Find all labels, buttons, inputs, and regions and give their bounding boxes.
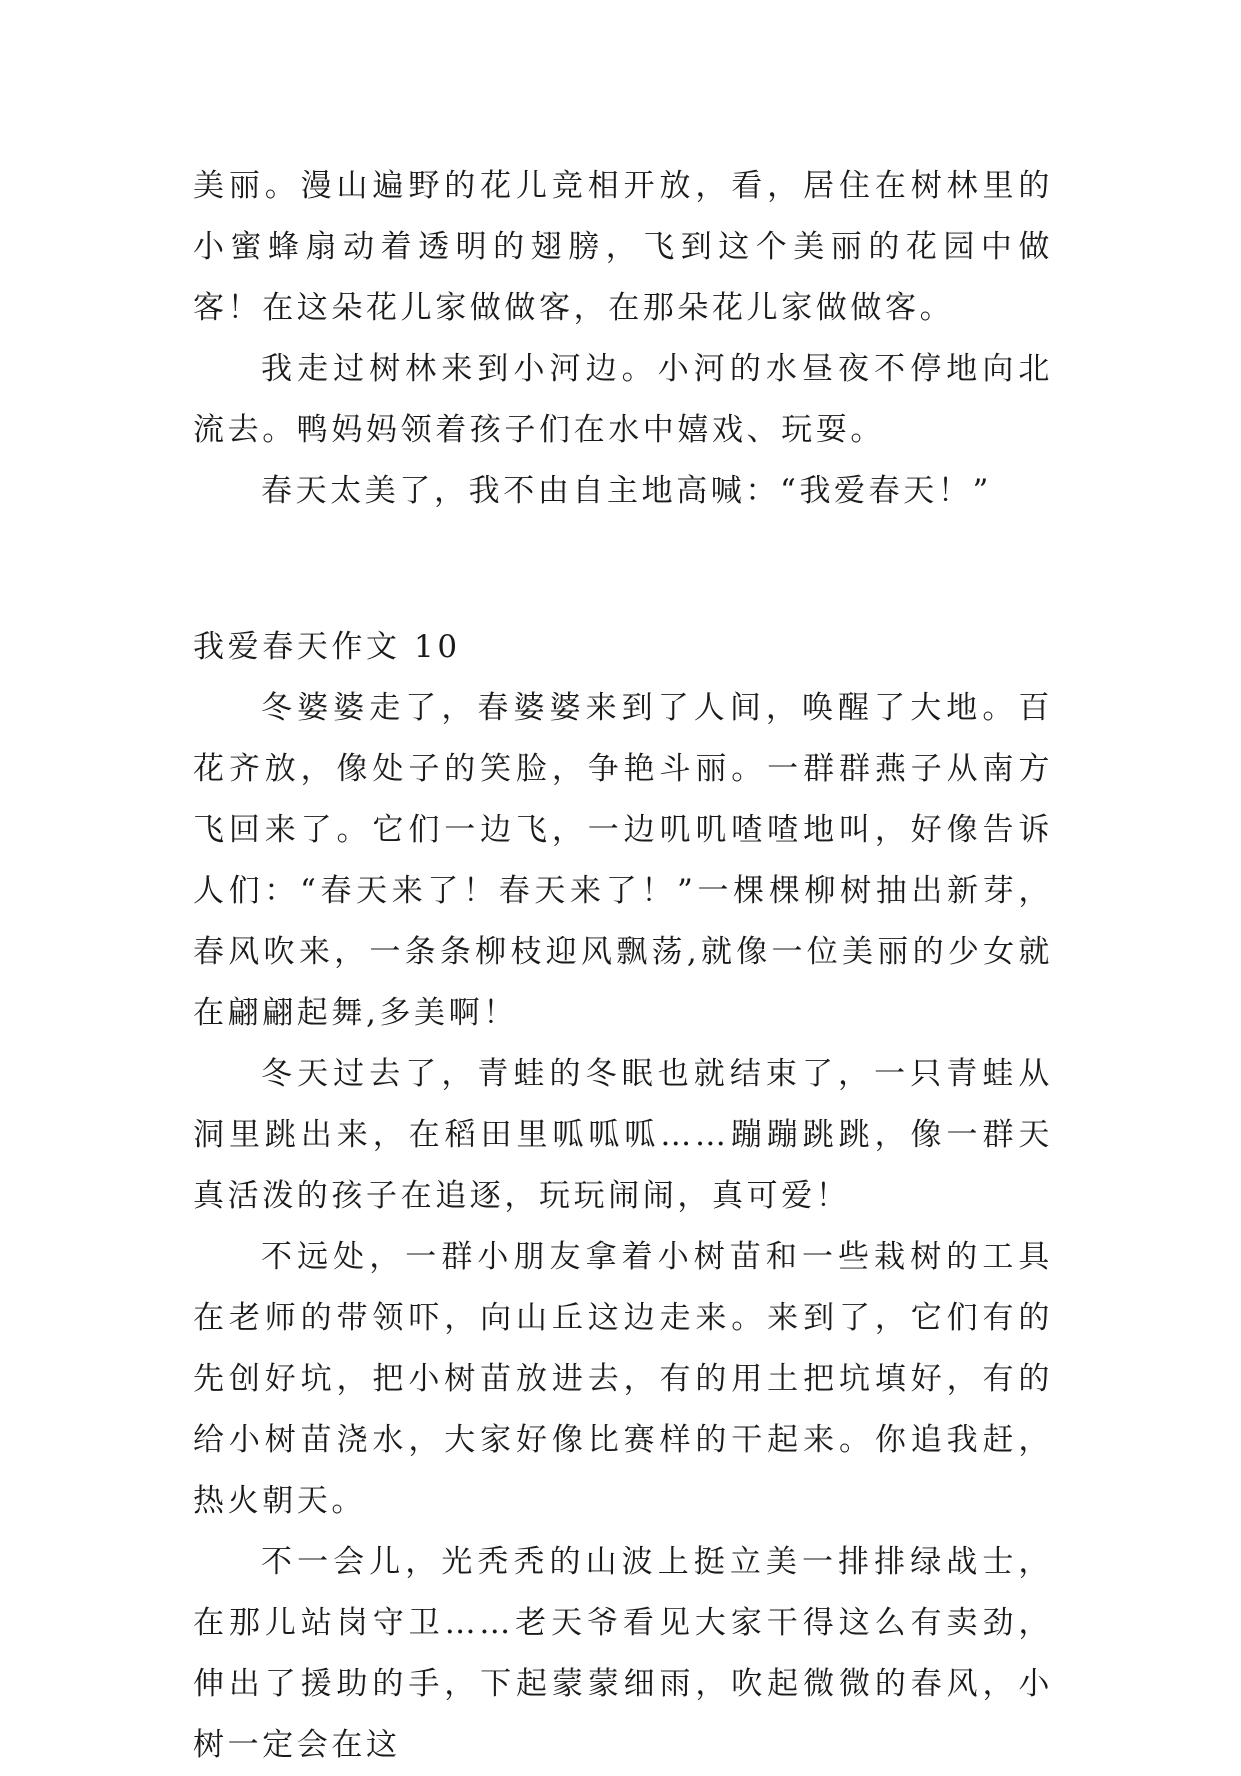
- paragraph: 春天太美了，我不由自主地高喊：“我爱春天！”: [261, 473, 992, 509]
- paragraph: 不远处，一群小朋友拿着小树苗和一些栽树的工具在老师的带领吓，向山丘这边走来。来到了，它们有的先创好坑，把小树苗放进去，有的用土把坑填好，有的给小树苗浇水，大家好像比赛样的干起来。你追我赶，热火朝天。: [193, 1239, 1053, 1519]
- paragraph: 冬天过去了，青蛙的冬眠也就结束了，一只青蛙从洞里跳出来，在稻田里呱呱呱……蹦蹦跳跳，像一群天真活泼的孩子在追逐，玩玩闹闹，真可爱！: [193, 1056, 1053, 1214]
- paragraph: 我走过树林来到小河边。小河的水昼夜不停地向北流去。鸭妈妈领着孩子们在水中嬉戏、玩耍。: [193, 351, 1053, 448]
- previous-essay-continuation: [193, 156, 1053, 522]
- paragraph: 不一会儿，光秃秃的山波上挺立美一排排绿战士，在那儿站岗守卫……老天爷看见大家干得这么有卖劲，伸出了援助的手，下起蒙蒙细雨，吹起微微的春风，小树一定会在这: [193, 1544, 1053, 1763]
- essay-section: [193, 617, 1053, 1776]
- paragraph: 美丽。漫山遍野的花儿竞相开放，看，居住在树林里的小蜜蜂扇动着透明的翅膀，飞到这个美丽的花园中做客！在这朵花儿家做做客，在那朵花儿家做做客。: [193, 168, 1053, 326]
- paragraph: 冬婆婆走了，春婆婆来到了人间，唤醒了大地。百花齐放，像处子的笑脸，争艳斗丽。一群群燕子从南方飞回来了。它们一边飞，一边叽叽喳喳地叫，好像告诉人们：“春天来了！春天来了！”一棵棵柳树抽出新芽，春风吹来，一条条柳枝迎风飘荡,就像一位美丽的少女就在翩翩起舞,多美啊！: [193, 690, 1053, 1031]
- essay-title: 我爱春天作文 10: [193, 629, 461, 665]
